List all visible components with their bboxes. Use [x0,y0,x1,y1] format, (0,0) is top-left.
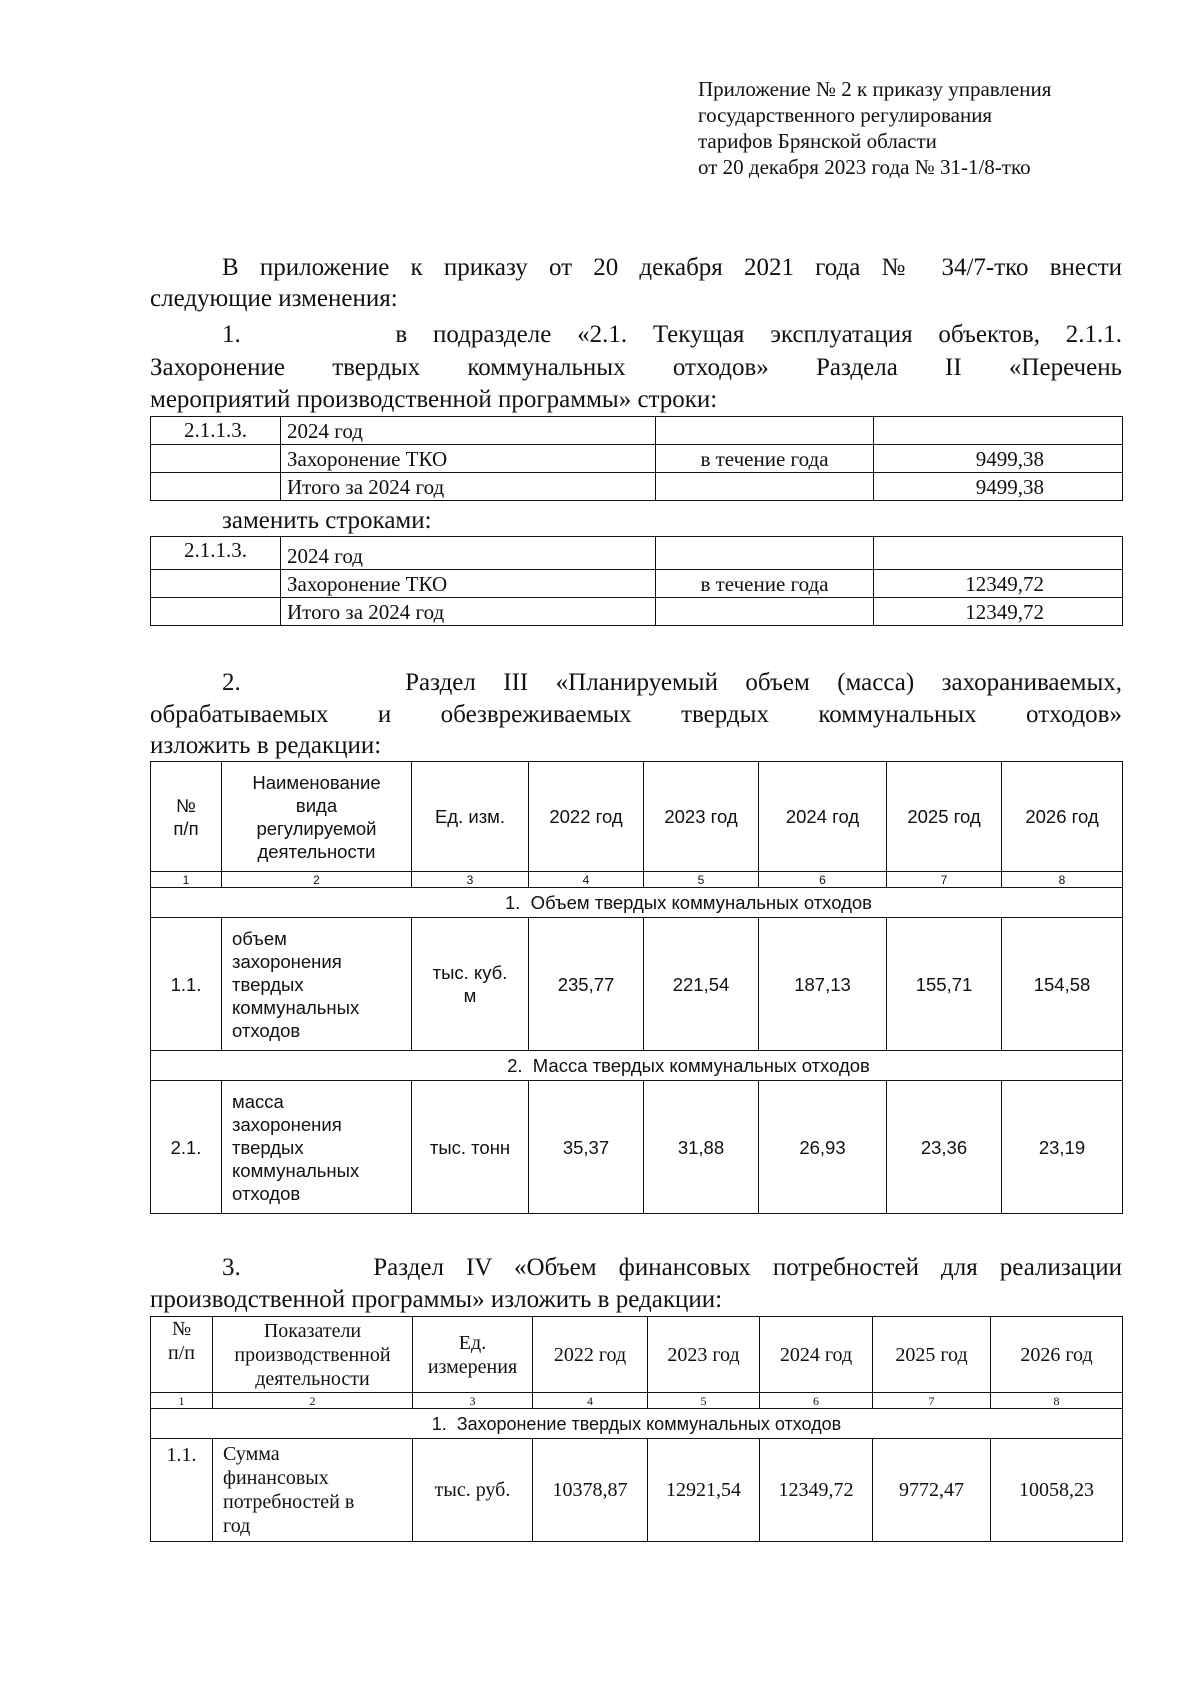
row-number: 2.1. [151,1081,222,1214]
row-value: 12349,72 [874,598,1123,626]
row-value: 187,13 [759,918,887,1051]
col-number: 3 [412,872,529,888]
col-header: Ед. измерения [413,1317,533,1393]
header-line: от 20 декабря 2023 года № 31-1/8-тко [698,155,1031,179]
col-header: 2023 год [648,1317,760,1393]
row-number: 1.1. [151,1439,213,1542]
col-number: 6 [760,1393,873,1409]
col-header: 2022 год [533,1317,648,1393]
finance-table [150,1316,1123,1542]
item2-line-2: обрабатываемых и обезвреживаемых твердых коммунальных отходов» [150,701,1122,728]
table-header-row [151,762,1123,872]
section-row [151,888,1123,918]
col-header: Наименование вида регулируемой деятельности [222,762,412,872]
row-value: 221,54 [644,918,759,1051]
col-number: 8 [1002,872,1123,888]
row-value: 235,77 [529,918,644,1051]
col-number: 7 [873,1393,991,1409]
row-name: 2024 год [281,537,656,570]
row-name: Сумма финансовых потребностей в год [213,1439,413,1542]
item1-line-1: 1. в подразделе «2.1. Текущая эксплуатация объектов, 2.1.1. [222,321,1122,348]
table-row [151,1439,1123,1542]
table-row [151,445,1123,473]
col-header: Показатели производственной деятельности [213,1317,413,1393]
col-number: 4 [529,872,644,888]
col-number: 6 [759,872,887,888]
row-value: 12349,72 [874,570,1123,598]
col-number: 2 [222,872,412,888]
row-value: 31,88 [644,1081,759,1214]
row-period [656,417,874,445]
item1-line-3: мероприятий производственной программы» строки: [150,386,718,413]
col-header: 2026 год [1002,762,1123,872]
item2-line-3: изложить в редакции: [150,732,382,759]
col-number: 1 [151,872,222,888]
row-code: 2.1.1.3. [151,537,281,570]
table-row [151,1081,1123,1214]
table-row [151,918,1123,1051]
row-value: 26,93 [759,1081,887,1214]
table-header-row [151,1317,1123,1393]
column-number-row [151,872,1123,888]
section-row [151,1051,1123,1081]
row-value: 12349,72 [760,1439,873,1542]
column-number-row [151,1393,1123,1409]
col-header: 2026 год [991,1317,1123,1393]
col-header: 2022 год [529,762,644,872]
row-value: 9499,38 [874,445,1123,473]
table-row [151,417,1123,445]
section-row [151,1409,1123,1439]
table-row [151,598,1123,626]
col-header: 2025 год [887,762,1002,872]
row-code [151,473,281,501]
row-number: 1.1. [151,918,222,1051]
row-unit: тыс. тонн [412,1081,529,1214]
row-period: в течение года [656,570,874,598]
col-header: Ед. изм. [412,762,529,872]
col-header: № п/п [151,762,222,872]
document-header [698,76,1168,180]
table-row [151,473,1123,501]
volume-table [150,761,1123,1214]
row-unit: тыс. руб. [413,1439,533,1542]
row-code [151,570,281,598]
old-rows-table [150,416,1123,501]
section-title: 2. Масса твердых коммунальных отходов [151,1051,1123,1081]
col-header: 2023 год [644,762,759,872]
row-value: 9499,38 [874,473,1123,501]
row-value: 9772,47 [873,1439,991,1542]
col-header: 2024 год [759,762,887,872]
col-number: 1 [151,1393,213,1409]
replace-label: заменить строками: [222,507,432,534]
col-number: 2 [213,1393,413,1409]
intro-line-1: В приложение к приказу от 20 декабря 2021 года № 34/7-тко внести [222,254,1122,281]
row-value [874,417,1123,445]
row-period: в течение года [656,445,874,473]
header-line: Приложение № 2 к приказу управления [698,77,1052,101]
header-line: тарифов Брянской области [698,129,937,153]
row-value: 12921,54 [648,1439,760,1542]
col-number: 3 [413,1393,533,1409]
row-name: масса захоронения твердых коммунальных отходов [222,1081,412,1214]
row-value: 155,71 [887,918,1002,1051]
row-code [151,445,281,473]
item1-line-2: Захоронение твердых коммунальных отходов» Раздела II «Перечень [150,354,1122,381]
section-title: 1. Объем твердых коммунальных отходов [151,888,1123,918]
table-row [151,537,1123,570]
section-title: 1. Захоронение твердых коммунальных отходов [151,1409,1123,1439]
col-number: 5 [644,872,759,888]
table-row [151,570,1123,598]
row-value: 23,36 [887,1081,1002,1214]
row-value: 35,37 [529,1081,644,1214]
new-rows-table [150,536,1123,626]
row-unit: тыс. куб. м [412,918,529,1051]
row-period [656,473,874,501]
row-name: объем захоронения твердых коммунальных отходов [222,918,412,1051]
item3-line-2: производственной программы» изложить в редакции: [150,1286,723,1313]
col-number: 4 [533,1393,648,1409]
row-period [656,537,874,570]
row-period [656,598,874,626]
item2-line-1: 2. Раздел III «Планируемый объем (масса) захораниваемых, [222,669,1122,696]
item3-line-1: 3. Раздел IV «Объем финансовых потребностей для реализации [222,1254,1122,1281]
row-value: 10378,87 [533,1439,648,1542]
row-value: 10058,23 [991,1439,1123,1542]
col-number: 7 [887,872,1002,888]
row-value: 23,19 [1002,1081,1123,1214]
col-number: 5 [648,1393,760,1409]
row-value: 154,58 [1002,918,1123,1051]
intro-line-2: следующие изменения: [150,285,398,312]
col-number: 8 [991,1393,1123,1409]
row-value [874,537,1123,570]
row-name: Итого за 2024 год [281,598,656,626]
row-name: 2024 год [281,417,656,445]
row-name: Захоронение ТКО [281,445,656,473]
col-header: 2025 год [873,1317,991,1393]
col-header: № п/п [151,1317,213,1393]
row-code: 2.1.1.3. [151,417,281,445]
col-header: 2024 год [760,1317,873,1393]
row-name: Захоронение ТКО [281,570,656,598]
header-line: государственного регулирования [698,103,993,127]
row-code [151,598,281,626]
row-name: Итого за 2024 год [281,473,656,501]
